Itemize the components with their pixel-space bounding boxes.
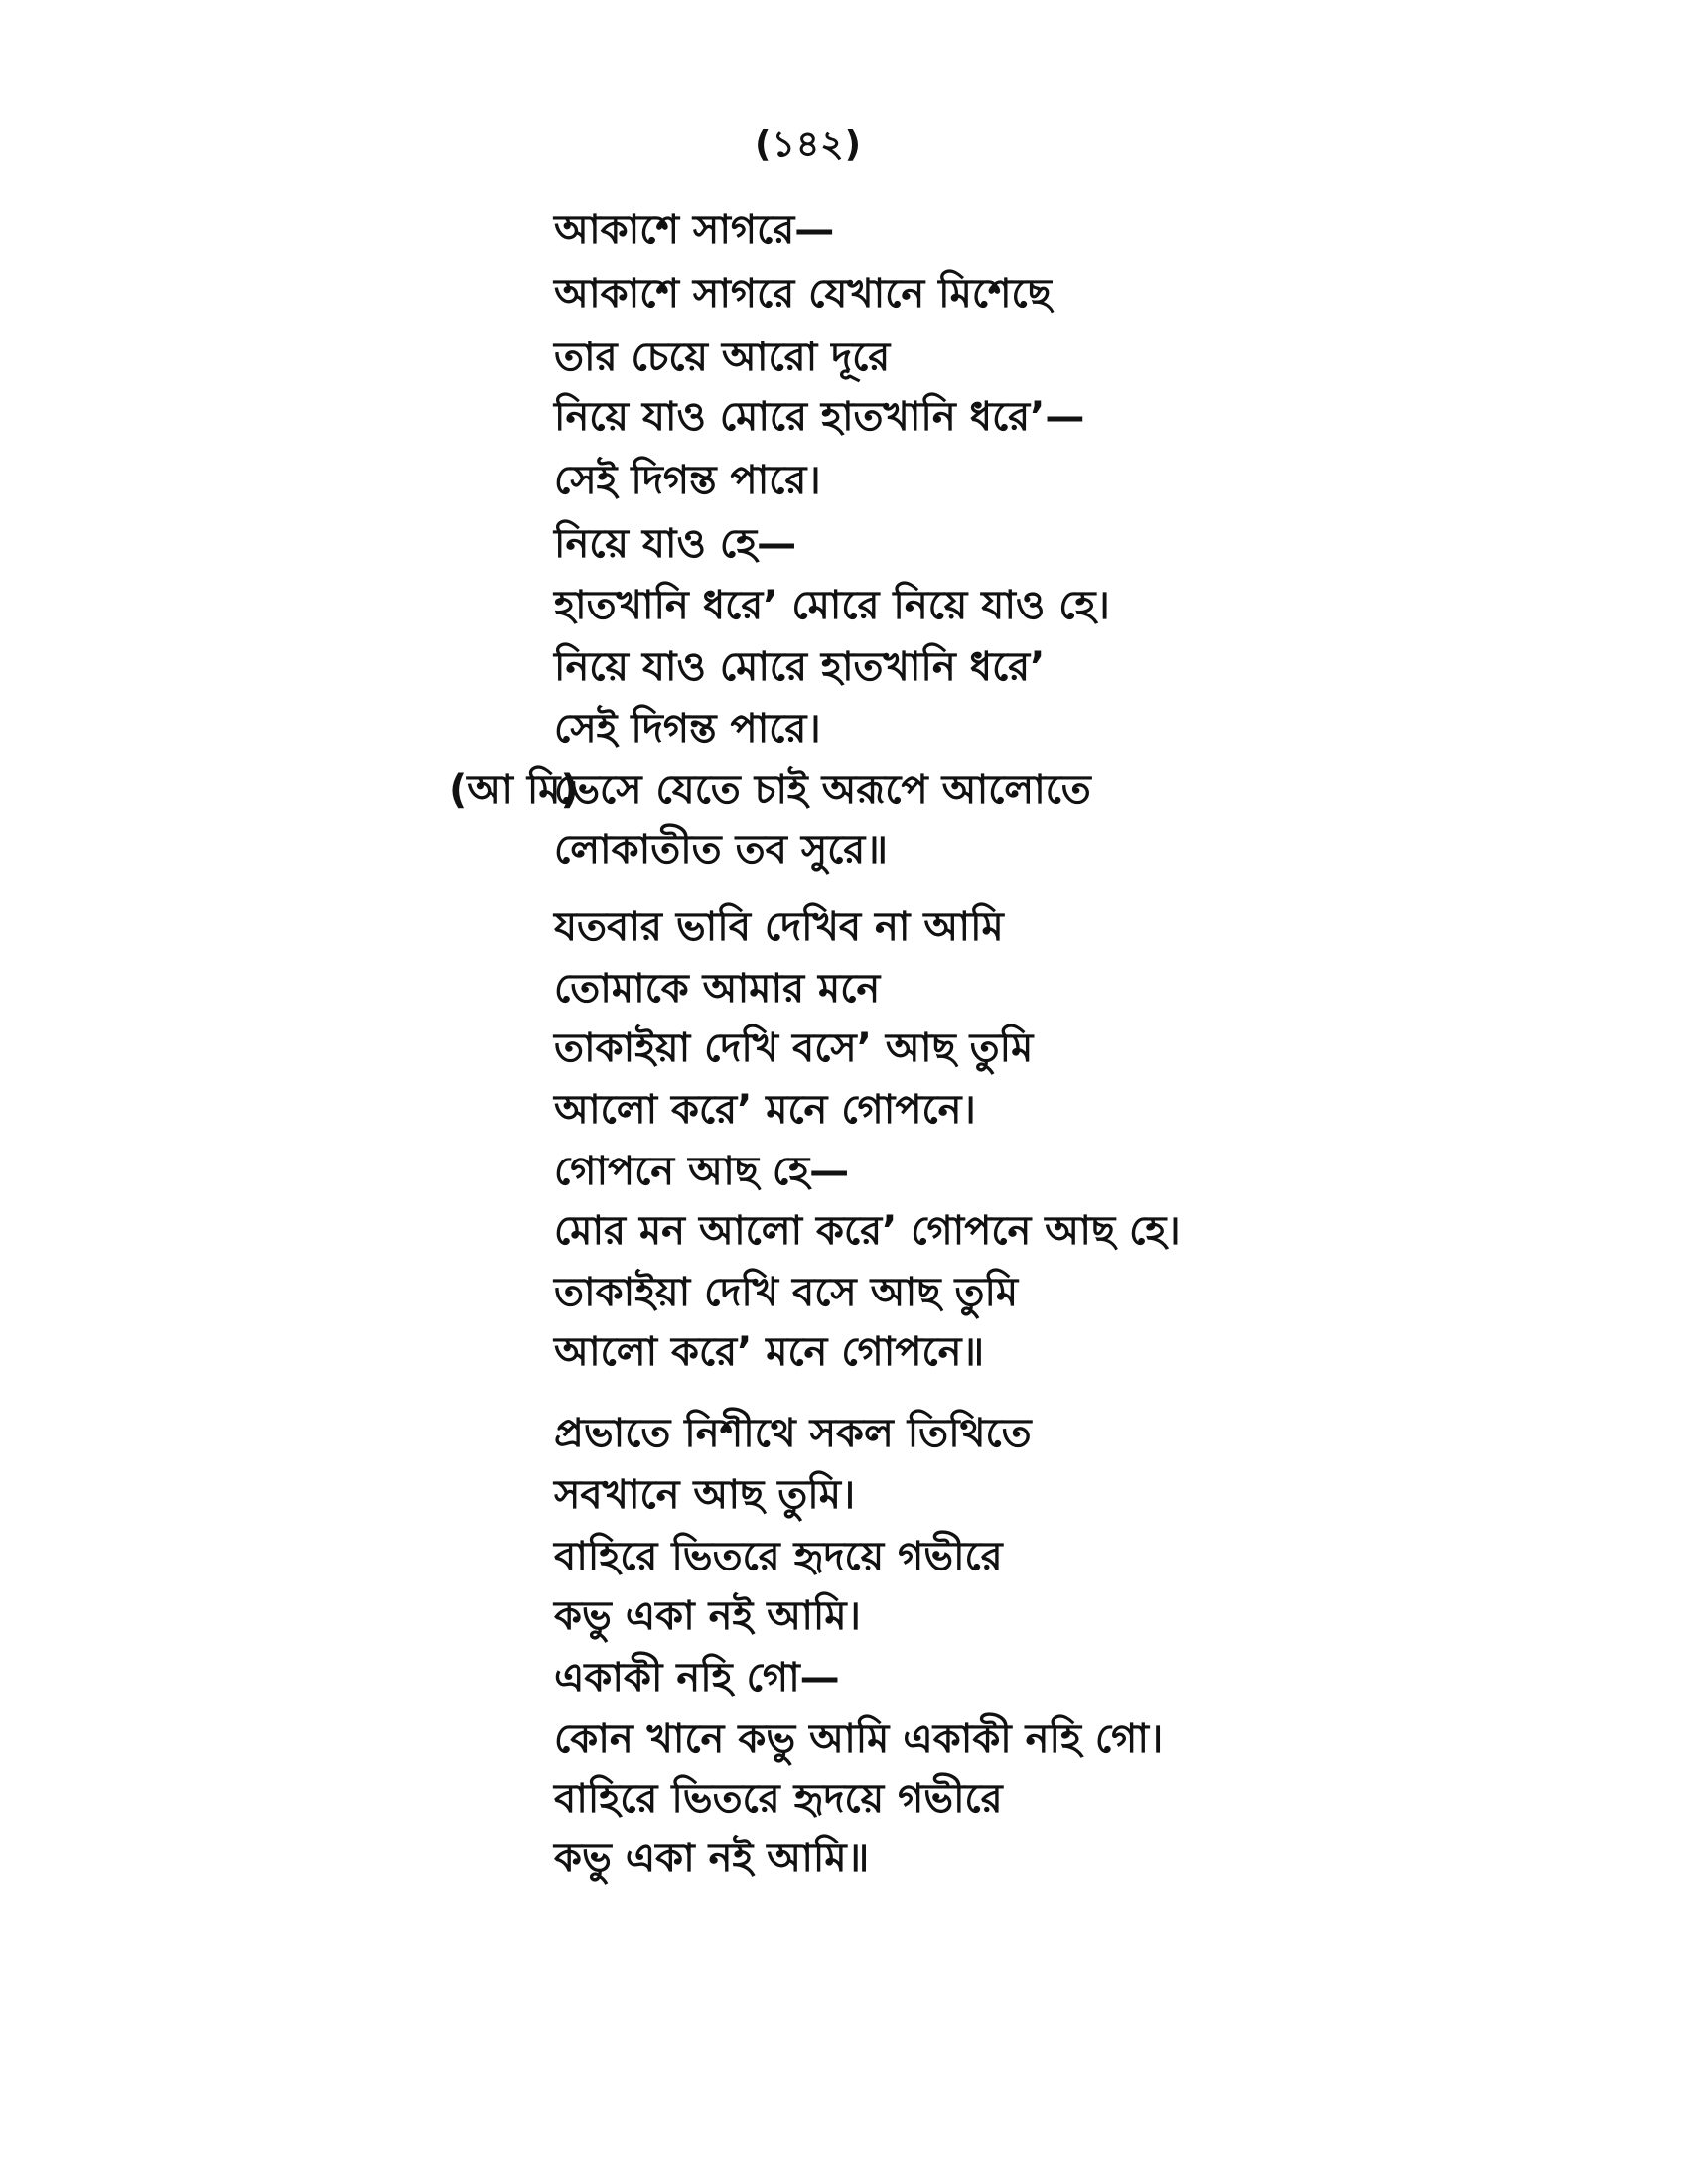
song-line: সেই দিগন্ত পারে। <box>554 458 821 503</box>
song-line: নিয়ে যাও হে— <box>554 521 797 567</box>
song-line: মোর মন আলো করে’ গোপনে আছ হে। <box>554 1208 1181 1254</box>
song-line: তাকাইয়া দেখি বসে’ আছ তুমি <box>554 1025 1034 1071</box>
song-line: যতবার ভাবি দেখিব না আমি <box>554 904 1004 950</box>
song-line: বাহিরে ভিতরে হৃদয়ে গভীরে <box>554 1776 1003 1822</box>
song-line: সেই দিগন্ত পারে। <box>554 706 821 751</box>
song-line: তোমাকে আমার মনে <box>554 966 881 1012</box>
song-line: তার চেয়ে আরো দূরে <box>554 335 891 380</box>
song-line: ভেসে যেতে চাই অরূপে আলোতে <box>554 767 1091 813</box>
song-line: আকাশে সাগরে যেখানে মিশেছে <box>554 271 1052 317</box>
song-line: হাতখানি ধরে’ মোরে নিয়ে যাও হে। <box>554 583 1110 628</box>
song-line: কোন খানে কভু আমি একাকী নহি গো। <box>554 1716 1164 1762</box>
song-line: কভু একা নই আমি॥ <box>554 1836 870 1881</box>
song-line: আলো করে’ মনে গোপনে॥ <box>554 1329 985 1375</box>
song-line: সবখানে আছ তুমি। <box>554 1472 856 1518</box>
song-line: তাকাইয়া দেখি বসে আছ তুমি <box>554 1270 1019 1315</box>
song-line: নিয়ে যাও মোরে হাতখানি ধরে’— <box>554 394 1085 440</box>
song-line: একাকী নহি গো— <box>554 1655 840 1701</box>
song-line: প্রভাতে নিশীথে সকল তিথিতে <box>554 1411 1032 1456</box>
song-line: কভু একা নই আমি। <box>554 1593 861 1639</box>
song-line: আলো করে’ মনে গোপনে। <box>554 1087 976 1133</box>
song-line: বাহিরে ভিতরে হৃদয়ে গভীরে <box>554 1534 1003 1579</box>
page-number: (১৪২) <box>755 124 863 165</box>
line-prefix: (আ মি) <box>449 767 579 813</box>
song-line: নিয়ে যাও মোরে হাতখানি ধরে’ <box>554 644 1046 690</box>
song-line: আকাশে সাগরে— <box>554 207 835 253</box>
song-line: লোকাতীত তব সুরে॥ <box>554 827 888 873</box>
song-line: গোপনে আছ হে— <box>554 1149 850 1194</box>
